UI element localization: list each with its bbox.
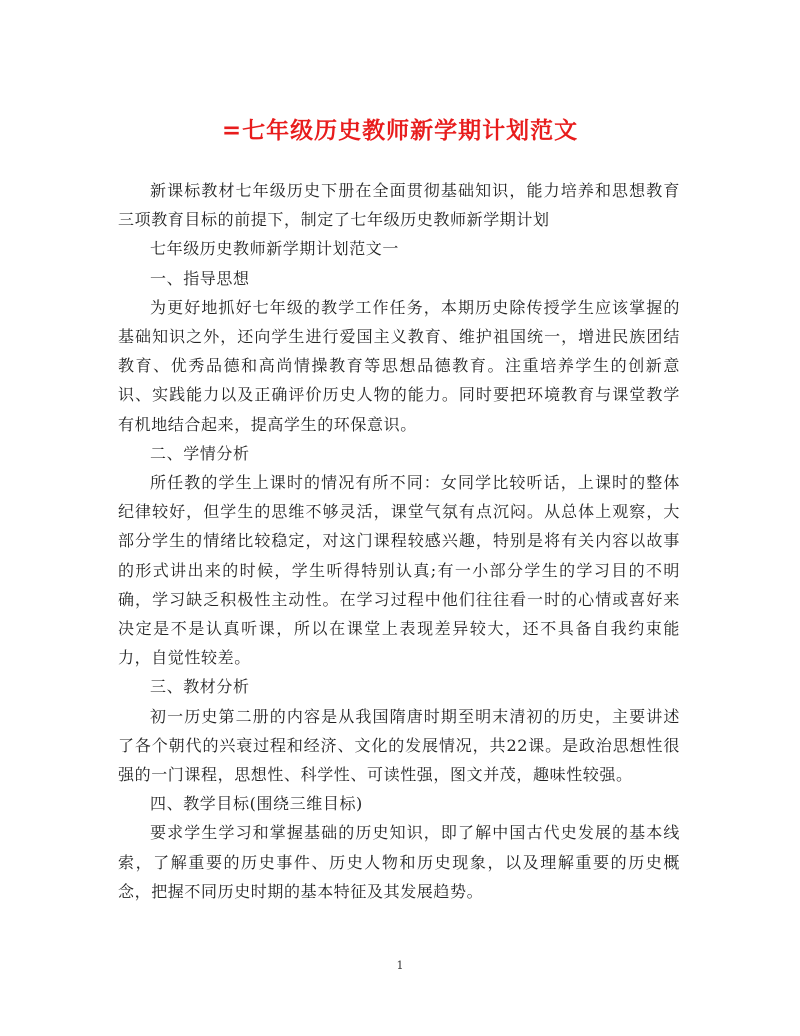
guiding-thought-paragraph: 为更好地抓好七年级的教学工作任务，本期历史除传授学生应该掌握的基础知识之外，还向学生进行爱国主义教育、维护祖国统一，增进民族团结教育、优秀品德和高尚情操教育等思想品德教育。注重培养学生的创新意识、实践能力以及正确评价历史人物的能力。同时要把环境教育与课堂教学有机地结合起来，提高学生的环保意识。 bbox=[118, 297, 680, 434]
intro-paragraph: 新课标教材七年级历史下册在全面贯彻基础知识，能力培养和思想教育三项教育目标的前提下，制定了七年级历史教师新学期计划 bbox=[118, 181, 680, 230]
section-heading-student-analysis: 二、学情分析 bbox=[150, 443, 250, 463]
page-number: 1 bbox=[396, 959, 404, 972]
textbook-analysis-paragraph: 初一历史第二册的内容是从我国隋唐时期至明末清初的历史，主要讲述了各个朝代的兴衰过程和经济、文化的发展情况，共22课。是政治思想性很强的一门课程，思想性、科学性、可读性强，图文并茂，趣味性较强。 bbox=[118, 706, 680, 785]
section-heading-teaching-goals: 四、教学目标(围绕三维目标) bbox=[150, 794, 363, 814]
teaching-goals-paragraph: 要求学生学习和掌握基础的历史知识，即了解中国古代史发展的基本线索，了解重要的历史事件、历史人物和历史现象，以及理解重要的历史概念，把握不同历史时期的基本特征及其发展趋势。 bbox=[118, 823, 680, 901]
document-title: =七年级历史教师新学期计划范文 bbox=[221, 117, 579, 144]
section-heading-guiding-thought: 一、指导思想 bbox=[150, 268, 250, 288]
document-body bbox=[118, 176, 680, 906]
section-heading-textbook-analysis: 三、教材分析 bbox=[150, 677, 250, 697]
subtitle-paragraph: 七年级历史教师新学期计划范文一 bbox=[150, 239, 400, 259]
student-analysis-paragraph: 所任教的学生上课时的情况有所不同：女同学比较听话，上课时的整体纪律较好，但学生的思维不够灵活，课堂气氛有点沉闷。从总体上观察，大部分学生的情绪比较稳定，对这门课程较感兴趣，特别是将有关内容以故事的形式讲出来的时候，学生听得特别认真;有一小部分学生的学习目的不明确，学习缺乏积极性主动性。在学习过程中他们往往看一时的心情或喜好来决定是不是认真听课，所以在课堂上表现差异较大，还不具备自我约束能力，自觉性较差。 bbox=[118, 473, 680, 668]
